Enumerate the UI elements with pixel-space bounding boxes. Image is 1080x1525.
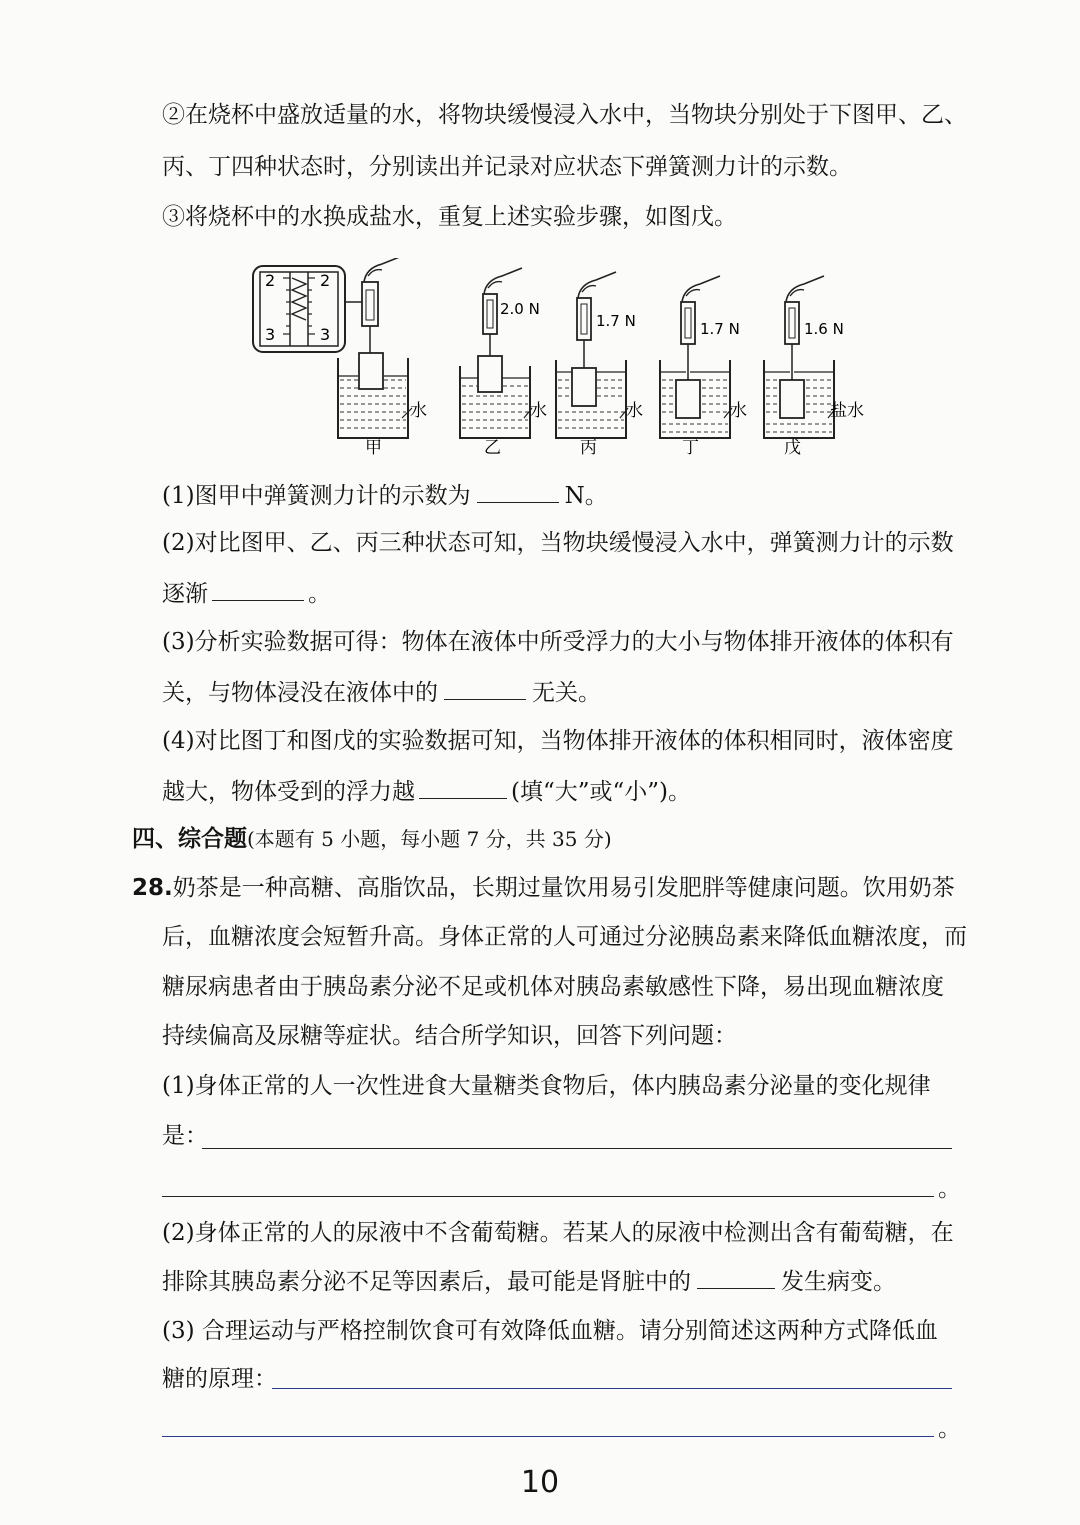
scale-tick-3-right: 3 xyxy=(320,325,331,344)
answer-blank-q27-3[interactable] xyxy=(444,677,526,700)
answer-blank-q28-2[interactable] xyxy=(697,1266,775,1289)
q27-4-line-1: (4)对比图丁和图戊的实验数据可知，当物体排开液体的体积相同时，液体密度 xyxy=(162,728,954,754)
q27-1-unit: N。 xyxy=(564,483,608,509)
buoyancy-experiment-figure xyxy=(250,258,870,458)
section-4-title: 四、综合题 xyxy=(132,825,247,852)
hand-icon xyxy=(484,268,522,294)
setup-label-wu: 戊 xyxy=(784,438,801,458)
scale-inset xyxy=(253,266,362,352)
scale-tick-2-left: 2 xyxy=(265,271,276,290)
setup-wu xyxy=(764,276,864,458)
setup-yi xyxy=(460,268,547,458)
answer-line-q28-1b[interactable] xyxy=(162,1196,934,1197)
q28-intro-line-4: 持续偏高及尿糖等症状。结合所学知识，回答下列问题： xyxy=(162,1023,737,1049)
q28-1-period: 。 xyxy=(938,1176,961,1202)
page-number: 10 xyxy=(520,1465,560,1500)
answer-line-q28-1a[interactable] xyxy=(202,1148,952,1149)
hand-icon xyxy=(682,276,720,302)
setup-label-yi: 乙 xyxy=(484,438,501,458)
step-2-line-2: 丙、丁四种状态时，分别读出并记录对应状态下弹簧测力计的示数。 xyxy=(162,154,852,180)
q27-3-line-1: (3)分析实验数据可得：物体在液体中所受浮力的大小与物体排开液体的体积有 xyxy=(162,629,954,655)
q27-3-line-2 xyxy=(162,677,601,708)
hand-icon xyxy=(786,276,824,302)
reading-yi: 2.0 N xyxy=(500,300,540,318)
q28-3-line-1: (3) 合理运动与严格控制饮食可有效降低血糖。请分别简述这两种方式降低血 xyxy=(162,1318,938,1344)
q28-3-period: 。 xyxy=(938,1416,961,1442)
reading-bing: 1.7 N xyxy=(596,312,636,330)
answer-blank-q27-1[interactable] xyxy=(477,480,559,503)
reading-ding: 1.7 N xyxy=(700,320,740,338)
setup-label-ding: 丁 xyxy=(682,438,699,458)
q27-4-text: 越大，物体受到的浮力越 xyxy=(162,779,415,805)
q27-3-end: 无关。 xyxy=(532,680,601,706)
q27-4-end: (填“大”或“小”)。 xyxy=(511,779,691,805)
q28-number: 28. xyxy=(132,875,173,901)
liquid-label-wu: 盐水 xyxy=(830,401,864,421)
q27-2-end: 。 xyxy=(308,581,331,607)
answer-blank-q27-4[interactable] xyxy=(419,776,507,799)
liquid-label-ding: 水 xyxy=(730,401,747,421)
q27-1 xyxy=(162,480,608,511)
q28-intro-text-1: 奶茶是一种高糖、高脂饮品，长期过量饮用易引发肥胖等健康问题。饮用奶茶 xyxy=(172,875,955,901)
hand-icon xyxy=(578,272,616,298)
q28-1-line-2: 是： xyxy=(162,1123,208,1149)
setup-ding xyxy=(660,276,747,458)
q28-2-line-2 xyxy=(162,1266,896,1297)
q28-2-line-1: (2)身体正常的人的尿液中不含葡萄糖。若某人的尿液中检测出含有葡萄糖，在 xyxy=(162,1220,954,1246)
q28-intro-line-3: 糖尿病患者由于胰岛素分泌不足或机体对胰岛素敏感性下降，易出现血糖浓度 xyxy=(162,974,944,1000)
scale-tick-3-left: 3 xyxy=(265,325,276,344)
q28-2-end: 发生病变。 xyxy=(781,1269,896,1295)
setup-label-jia: 甲 xyxy=(365,438,382,458)
setup-label-bing: 丙 xyxy=(580,438,597,458)
q28-intro-line-1 xyxy=(132,873,955,903)
answer-blank-q27-2[interactable] xyxy=(212,578,304,601)
q28-3-line-2: 糖的原理： xyxy=(162,1366,277,1392)
liquid-label-yi: 水 xyxy=(530,401,547,421)
liquid-label-bing: 水 xyxy=(626,401,643,421)
answer-line-q28-3b[interactable] xyxy=(162,1436,934,1437)
section-4-note: (本题有 5 小题，每小题 7 分，共 35 分) xyxy=(247,827,612,851)
setup-jia xyxy=(338,258,427,458)
liquid-label-jia: 水 xyxy=(410,401,427,421)
q28-2-text: 排除其胰岛素分泌不足等因素后，最可能是肾脏中的 xyxy=(162,1269,691,1295)
q27-2-line-2 xyxy=(162,578,331,609)
section-4-heading xyxy=(132,824,612,854)
setup-bing xyxy=(556,272,643,458)
q27-2-text: 逐渐 xyxy=(162,581,208,607)
scale-tick-2-right: 2 xyxy=(320,271,331,290)
step-2-line-1: ②在烧杯中盛放适量的水，将物块缓慢浸入水中，当物块分别处于下图甲、乙、 xyxy=(162,102,967,128)
q27-2-line-1: (2)对比图甲、乙、丙三种状态可知，当物块缓慢浸入水中，弹簧测力计的示数 xyxy=(162,530,954,556)
reading-wu: 1.6 N xyxy=(804,320,844,338)
q28-intro-line-2: 后，血糖浓度会短暂升高。身体正常的人可通过分泌胰岛素来降低血糖浓度，而 xyxy=(162,924,967,950)
q28-1-line-1: (1)身体正常的人一次性进食大量糖类食物后，体内胰岛素分泌量的变化规律 xyxy=(162,1073,931,1099)
q27-3-text: 关，与物体浸没在液体中的 xyxy=(162,680,438,706)
answer-line-q28-3a[interactable] xyxy=(272,1388,952,1389)
q27-4-line-2 xyxy=(162,776,691,807)
step-3: ③将烧杯中的水换成盐水，重复上述实验步骤，如图戊。 xyxy=(162,204,737,230)
q27-1-text: (1)图甲中弹簧测力计的示数为 xyxy=(162,483,471,509)
hand-icon xyxy=(364,258,402,282)
